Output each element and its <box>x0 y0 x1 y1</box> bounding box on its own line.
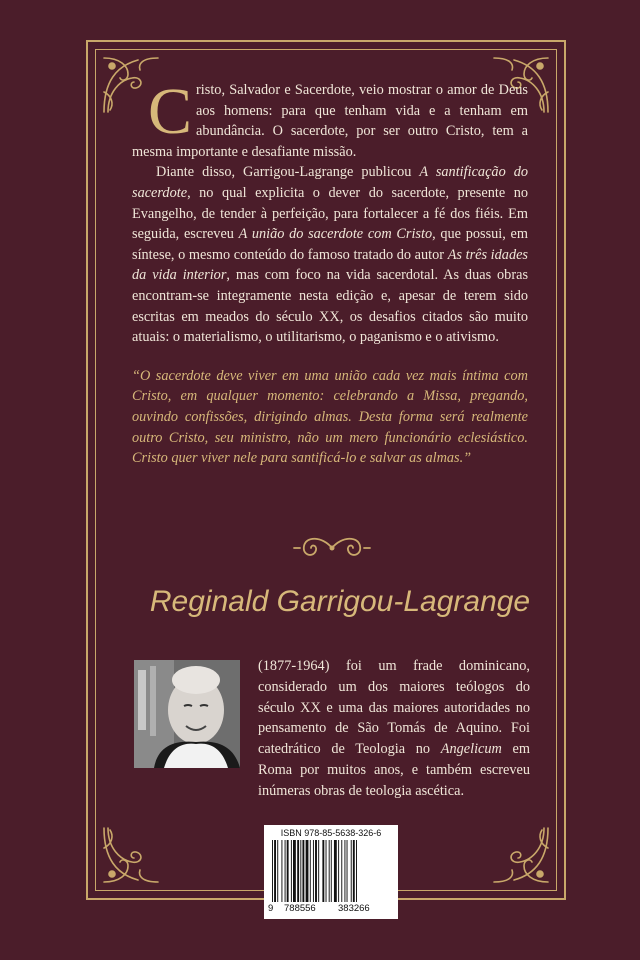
isbn-digit-first: 9 <box>268 903 274 914</box>
isbn-barcode <box>264 825 398 919</box>
blurb-p1-text: risto, Salvador e Sacerdote, veio mostrar o amor de Deus aos homens: para que tenham vida e a tenham em abundância. O sacerdote, por ser outro Cristo, tem a mesma importante e desafiante missão. <box>132 82 528 160</box>
blurb-p2-text-e: , que possui, em síntese, o mesmo conteúdo do famoso tratado do autor <box>132 226 528 263</box>
book-title-santificacao: A santificação do sacerdote <box>132 164 528 201</box>
bio-text-a: (1877-1964) foi um frade dominicano, considerado um dos maiores teólogos do século XX e uma das maiores autoridades no pensamento de São Tomás de Aquino. Foi catedrático de Teologia no <box>258 658 530 758</box>
blurb-text <box>132 75 529 469</box>
blurb-paragraph-2 <box>132 162 528 347</box>
corner-ornament-bottom-right <box>484 818 554 888</box>
bio-text-c: em Roma por muitos anos, e também escreveu inúmeras obras de teologia ascética. <box>258 741 530 799</box>
blurb-paragraph-1 <box>132 75 528 162</box>
isbn-label: ISBN 978-85-5638-326-6 <box>280 828 382 838</box>
book-title-tres-idades: As três idades da vida interior <box>132 246 528 284</box>
blurb-p2-text-c: , no qual explicita o dever do sacerdote, presente no Evangelho, de tender à perfeição, para fortalecer a fé dos fiéis. Em seguida, escreveu <box>132 184 528 243</box>
barcode-bars-icon <box>272 840 390 902</box>
author-name: Reginald Garrigou-Lagrange <box>149 585 531 618</box>
flourish-divider-icon <box>292 530 372 566</box>
isbn-digit-group-1: 788556 <box>284 903 316 914</box>
blurb-p2-text-a: Diante disso, Garrigou-Lagrange publicou <box>156 164 420 181</box>
corner-ornament-bottom-left <box>98 818 168 888</box>
blurb-p2-text-g: , mas com foco na vida sacerdotal. As duas obras encontram-se integramente nesta edição e, apesar de terem sido escritas em meados do século XX, os desafios citados são muito atuais: o materialismo, o utilitarismo, o paganismo e o ativismo. <box>132 267 529 346</box>
author-photo <box>134 660 240 768</box>
drop-cap: C <box>148 75 193 148</box>
bio-angelicum: Angelicum <box>440 741 502 758</box>
blurb-quote: “O sacerdote deve viver em uma união cada vez mais íntima com Cristo, em qualquer momento: celebrando a Missa, pregando, ouvindo confissões, dirigindo almas. Desta forma será realmente outro Cristo, seu ministro, não um mero funcionário eclesiástico. Cristo quer viver nele para santificá-lo e salvar as almas.” <box>132 367 528 467</box>
author-bio <box>258 656 530 802</box>
isbn-digit-group-2: 383266 <box>338 903 370 914</box>
book-title-uniao: A união do sacerdote com Cristo <box>238 226 433 243</box>
